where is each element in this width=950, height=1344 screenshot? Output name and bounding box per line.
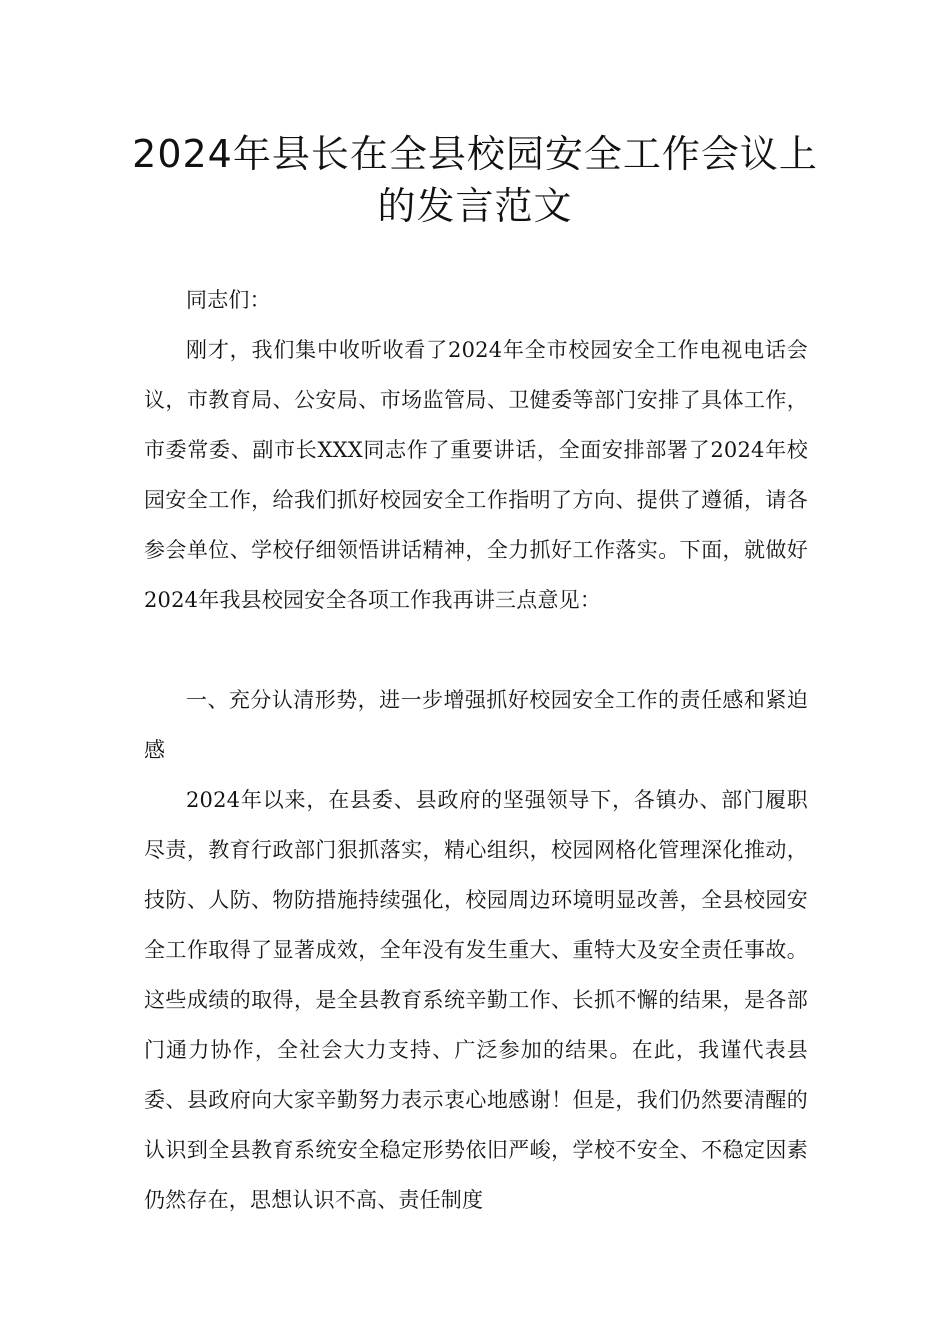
document-title-line-1: 2024年县长在全县校园安全工作会议上 [132, 132, 818, 176]
opening-paragraph: 刚才，我们集中收听收看了2024年全市校园安全工作电视电话会议，市教育局、公安局、市场监管局、卫健委等部门安排了具体工作，市委常委、副市长XXX同志作了重要讲话，全面安排部署了2024年校园安全工作，给我们抓好校园安全工作指明了方向、提供了遵循，请各参会单位、学校仔细领悟讲话精神，全力抓好工作落实。下面，就做好2024年我县校园安全各项工作我再讲三点意见： [144, 338, 808, 612]
document-body [144, 275, 808, 1225]
section-heading-1: 一、充分认清形势，进一步增强抓好校园安全工作的责任感和紧迫感 [144, 688, 808, 762]
section-1-paragraph: 2024年以来，在县委、县政府的坚强领导下，各镇办、部门履职尽责，教育行政部门狠抓落实，精心组织，校园网格化管理深化推动，技防、人防、物防措施持续强化，校园周边环境明显改善，全县校园安全工作取得了显著成效，全年没有发生重大、重特大及安全责任事故。这些成绩的取得，是全县教育系统辛勤工作、长抓不懈的结果，是各部门通力协作，全社会大力支持、广泛参加的结果。在此，我谨代表县委、县政府向大家辛勤努力表示衷心地感谢！但是，我们仍然要清醒的认识到全县教育系统安全稳定形势依旧严峻，学校不安全、不稳定因素仍然存在，思想认识不高、责任制度 [144, 788, 808, 1212]
paragraph-spacer [144, 625, 808, 675]
document-title-line-2: 的发言范文 [377, 184, 573, 228]
salutation: 同志们： [186, 288, 271, 312]
